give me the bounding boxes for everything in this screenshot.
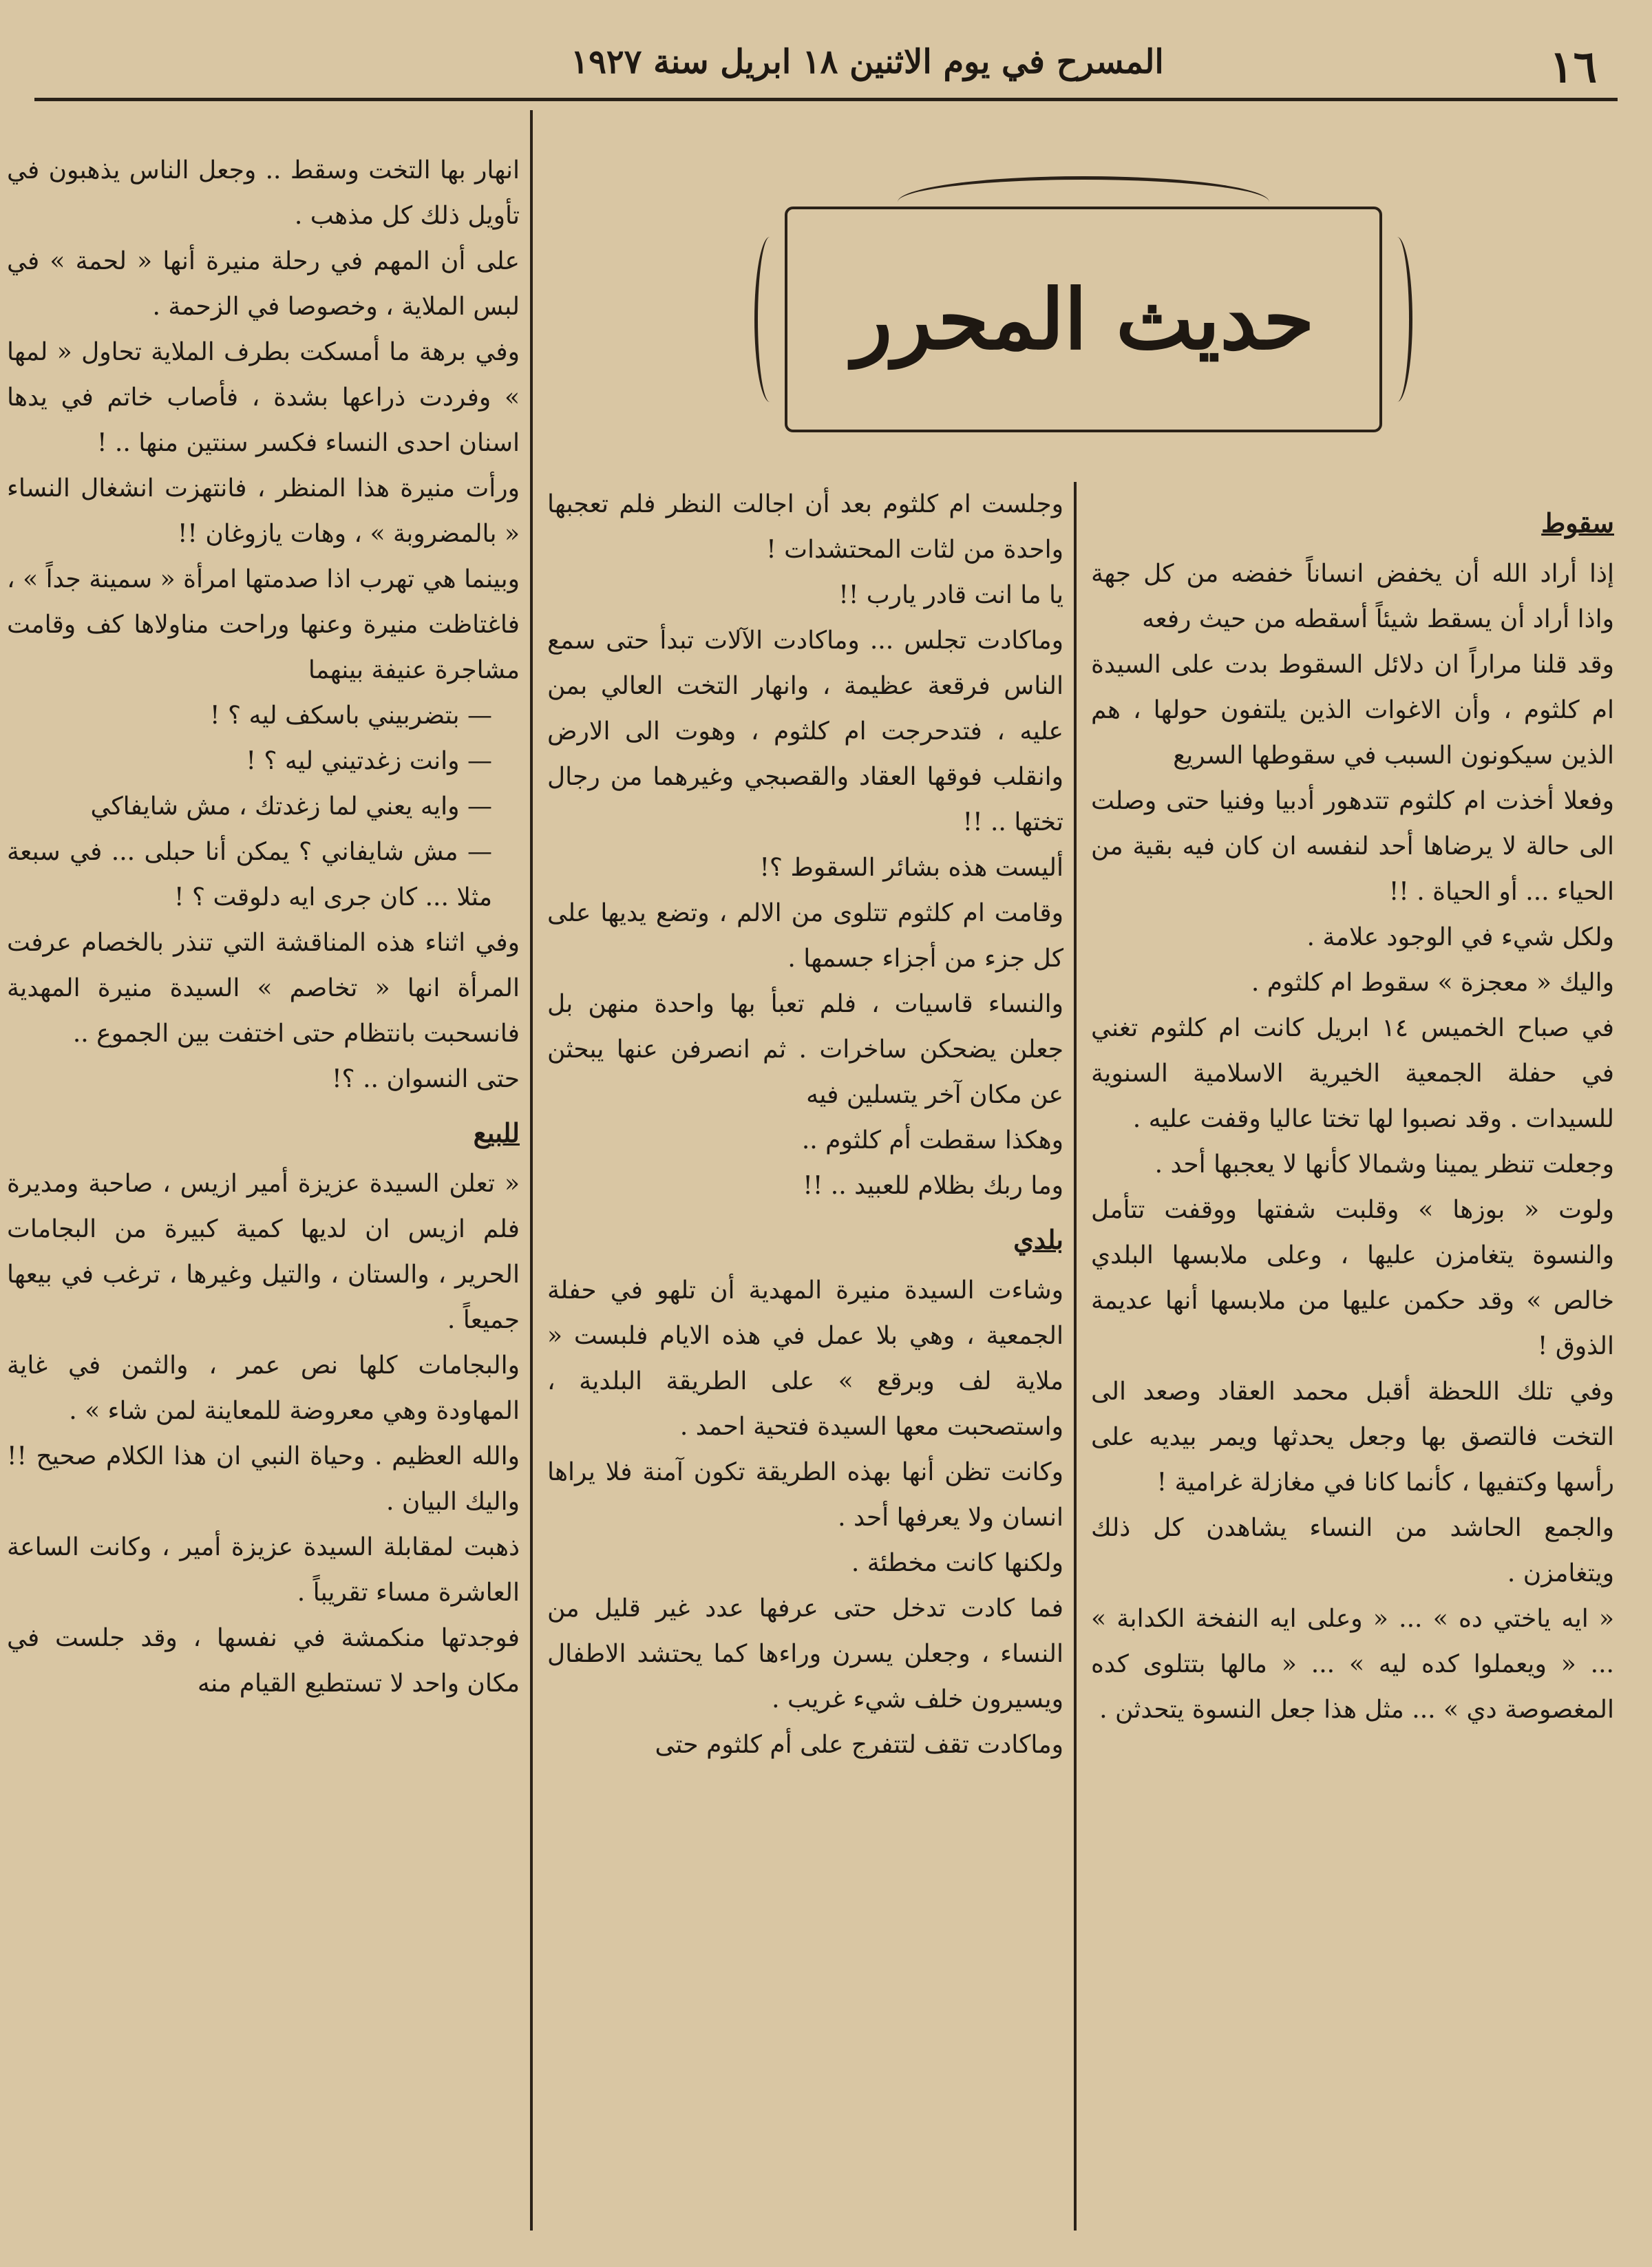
- column-rule-right: [1074, 482, 1077, 2231]
- paragraph: في صباح الخميس ١٤ ابريل كانت ام كلثوم تغني في حفلة الجمعية الخيرية الاسلامية السنوية للسيدات . وقد نصبوا لها تختا عاليا وقفت عليه .: [1091, 1014, 1615, 1133]
- paragraph: وفي اثناء هذه المناقشة التي تنذر بالخصام عرفت المرأة انها « تخاصم » السيدة منيرة المهدية فانسحبت بانتظام حتى اختفت بين الجموع ..: [7, 929, 520, 1048]
- paragraph: وفي برهة ما أمسكت بطرف الملاية تحاول « لمها » وفردت ذراعها بشدة ، فأصاب خاتم في يدها اسنان احدى النساء فكسر سنتين منها .. !: [7, 338, 520, 457]
- ornament-top: [898, 176, 1269, 228]
- paragraph: وكانت تظن أنها بهذه الطريقة تكون آمنة فلا يراها انسان ولا يعرفها أحد .: [547, 1458, 1063, 1532]
- paragraph: على أن المهم في رحلة منيرة أنها « لحمة » في لبس الملاية ، وخصوصا في الزحمة .: [7, 247, 520, 321]
- paragraph: وفعلا أخذت ام كلثوم تتدهور أدبيا وفنيا حتى وصلت الى حالة لا يرضاها أحد لنفسه ان كان فيه بقية من الحياء ... أو الحياة . !!: [1091, 787, 1614, 906]
- section-title-baladi: بلدي: [1013, 1224, 1063, 1255]
- article-title: حديث المحرر: [852, 271, 1315, 368]
- paragraph: وشاءت السيدة منيرة المهدية أن تلهو في حفلة الجمعية ، وهي بلا عمل في هذه الايام فلبست « ملاية لف وبرقع » على الطريقة البلدية ، واستصحبت معها السيدة فتحية احمد .: [547, 1276, 1063, 1441]
- section-title-suqut: سقوط: [1541, 507, 1614, 538]
- paragraph: ولوت « بوزها » وقلبت شفتها ووقفت تتأمل والنسوة يتغامزن عليها ، وعلى ملابسها البلدي خالص » وقد حكمن عليها من ملابسها أنها عديمة الذوق !: [1091, 1196, 1614, 1360]
- dialogue-line: — وانت زغدتيني ليه ؟ !: [246, 747, 492, 775]
- ornament-right-bracket: [1381, 237, 1412, 402]
- article-title-box: [785, 207, 1382, 432]
- paragraph: والبجامات كلها نص عمر ، والثمن في غاية المهاودة وهي معروضة للمعاينة لمن شاء » .: [7, 1351, 520, 1425]
- paragraph: وقامت ام كلثوم تتلوى من الالم ، وتضع يديها على كل جزء من أجزاء جسمها .: [547, 899, 1063, 973]
- paragraph: وجعلت تنظر يمينا وشمالا كأنها لا يعجبها أحد .: [1154, 1150, 1614, 1179]
- paragraph: ولكنها كانت مخطئة .: [851, 1549, 1063, 1577]
- paragraph: انهار بها التخت وسقط .. وجعل الناس يذهبون في تأويل ذلك كل مذهب .: [7, 156, 520, 230]
- left-column: [7, 148, 520, 1707]
- right-column: [1091, 492, 1614, 1733]
- dialogue-line: — وايه يعني لما زغدتك ، مش شايفاكي: [90, 792, 492, 821]
- paragraph: فوجدتها منكمشة في نفسها ، وقد جلست في مكان واحد لا تستطيع القيام منه: [7, 1624, 520, 1698]
- paragraph: والجمع الحاشد من النساء يشاهدن كل ذلك ويتغامزن .: [1091, 1514, 1614, 1588]
- paragraph: واليك « معجزة » سقوط ام كلثوم .: [1251, 969, 1614, 997]
- paragraph: « ايه ياختي ده » ... « وعلى ايه النفخة الكدابة » ... « ويعملوا كده ليه » ... « مالها بتتلوى كده المغصوصة دي » ... مثل هذا جعل النسوة يتحدثن .: [1091, 1605, 1614, 1724]
- paragraph: وبينما هي تهرب اذا صدمتها امرأة « سمينة جداً » ، فاغتاظت منيرة وعنها وراحت مناولاها كف وقامت مشاجرة عنيفة بينهما: [7, 565, 520, 684]
- paragraph: ورأت منيرة هذا المنظر ، فانتهزت انشغال النساء « بالمضروبة » ، وهات يازوغان !!: [7, 474, 520, 548]
- header-rule: [34, 98, 1618, 101]
- paragraph: إذا أراد الله أن يخفض انساناً خفضه من كل جهة واذا أراد أن يسقط شيئاً أسقطه من حيث رفعه: [1091, 560, 1614, 633]
- paragraph: أليست هذه بشائر السقوط ؟!: [759, 854, 1063, 882]
- paragraph: وفي تلك اللحظة أقبل محمد العقاد وصعد الى التخت فالتصق بها وجعل يحدثها ويمر بيديه على رأسها وكتفيها ، كأنما كانا في مغازلة غرامية !: [1091, 1378, 1614, 1497]
- paragraph: فما كادت تدخل حتى عرفها عدد غير قليل من النساء ، وجعلن يسرن وراءها كما يحتشد الاطفال ويسيرون خلف شيء غريب .: [547, 1594, 1063, 1714]
- dialogue-line: — بتضربيني باسكف ليه ؟ !: [210, 702, 492, 730]
- paragraph: والله العظيم . وحياة النبي ان هذا الكلام صحيح !! واليك البيان .: [7, 1442, 520, 1516]
- paragraph: وماكادت تقف لتتفرج على أم كلثوم حتى: [655, 1731, 1063, 1759]
- column-rule-left: [530, 110, 533, 2231]
- ornament-left-bracket: [754, 237, 785, 402]
- running-header-title: المسرح في يوم الاثنين ١٨ ابريل سنة ١٩٢٧: [571, 43, 1164, 81]
- paragraph: ولكل شيء في الوجود علامة .: [1306, 923, 1614, 951]
- paragraph: حتى النسوان .. ؟!: [332, 1065, 520, 1093]
- paragraph: وما ربك بظلام للعبيد .. !!: [803, 1172, 1063, 1200]
- paragraph: يا ما انت قادر يارب !!: [838, 581, 1063, 609]
- page-number: ١٦: [1549, 41, 1597, 93]
- paragraph: « تعلن السيدة عزيزة أمير ازيس ، صاحبة ومديرة فلم ازيس ان لديها كمية كبيرة من البجامات الحرير ، والستان ، والتيل وغيرها ، ترغب في بيعها جميعاً .: [7, 1170, 520, 1334]
- section-title-lilbay: للبيع: [473, 1117, 520, 1148]
- paragraph: وجلست ام كلثوم بعد أن اجالت النظر فلم تعجبها واحدة من لثات المحتشدات !: [547, 490, 1063, 564]
- paragraph: وقد قلنا مراراً ان دلائل السقوط بدت على السيدة ام كلثوم ، وأن الاغوات الذين يلتفون حولها ، هم الذين سيكونون السبب في سقوطها السريع: [1091, 651, 1614, 770]
- dialogue-line: — مش شايفاني ؟ يمكن أنا حبلى ... في سبعة مثلا ... كان جرى ايه دلوقت ؟ !: [7, 838, 492, 911]
- paragraph: وهكذا سقطت أم كلثوم ..: [801, 1126, 1063, 1154]
- paragraph: والنساء قاسيات ، فلم تعبأ بها واحدة منهن بل جعلن يضحكن ساخرات . ثم انصرفن عنها يبحثن عن مكان آخر يتسلين فيه: [547, 990, 1063, 1109]
- middle-column: [547, 482, 1063, 1768]
- paragraph: وماكادت تجلس ... وماكادت الآلات تبدأ حتى سمع الناس فرقعة عظيمة ، وانهار التخت العالي بمن عليه ، فتدحرجت ام كلثوم ، وهوت الى الارض وانقلب فوقها العقاد والقصبجي وغيرهما من رجال تختها .. !!: [547, 626, 1063, 836]
- paragraph: ذهبت لمقابلة السيدة عزيزة أمير ، وكانت الساعة العاشرة مساء تقريباً .: [7, 1533, 520, 1607]
